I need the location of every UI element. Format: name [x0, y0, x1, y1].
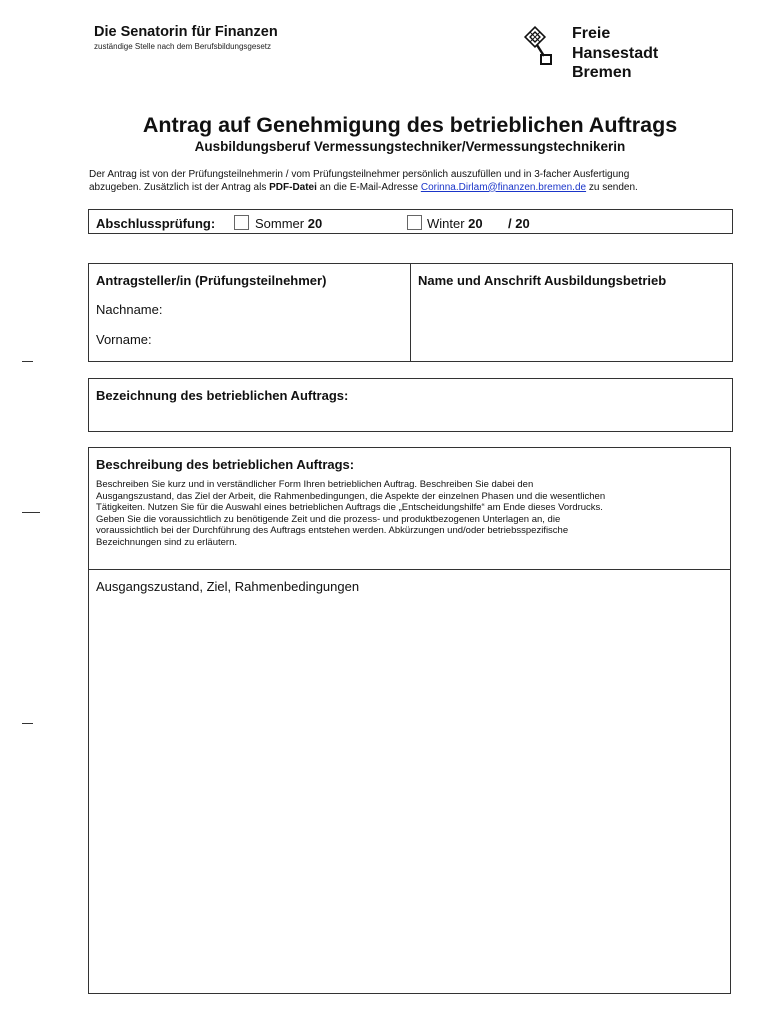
- company-heading: Name und Anschrift Ausbildungsbetrieb: [418, 273, 667, 288]
- summer-year: 20: [307, 216, 323, 231]
- initial-state-field-label: Ausgangszustand, Ziel, Rahmenbedingungen: [96, 579, 360, 594]
- pdf-file-label: PDF-Datei: [269, 181, 317, 193]
- help-line: Ausgangszustand, das Ziel der Arbeit, die Rahmenbedingungen, die Aspekte der einzelnen Phasen und die wesentlichen: [96, 490, 606, 502]
- instructions-line: [89, 182, 734, 195]
- assignment-name-section: [88, 378, 733, 432]
- winter-option: [427, 216, 483, 231]
- instructions-text: abzugeben. Zusätzlich ist der Antrag als: [89, 181, 270, 193]
- document-subtitle: Ausbildungsberuf Vermessungstechniker/Vermessungstechnikerin: [194, 139, 626, 154]
- exam-label: Abschlussprüfung:: [96, 216, 216, 231]
- help-line: voraussichtlich bei der Durchführung des Auftrags entstehen werden. Abkürzungen und/oder betriebsspezifische: [96, 525, 569, 536]
- winter-year-separator: / 20: [508, 216, 530, 231]
- bremen-key-icon: [518, 26, 554, 68]
- instructions-line: Der Antrag ist von der Prüfungsteilnehmerin / vom Prüfungsteilnehmer persönlich auszufüllen und in 3-facher Ausfertigung: [89, 169, 630, 180]
- winter-year: 20: [468, 216, 483, 231]
- logo-line: Bremen: [572, 64, 632, 81]
- section-divider: [89, 569, 730, 570]
- help-line: Geben Sie die voraussichtlich zu benötigende Zeit und die prozess- und produktbezogenen Unterlagen an, die: [96, 513, 561, 525]
- summer-option: [255, 216, 322, 231]
- winter-label: Winter: [427, 216, 469, 231]
- summer-label: Sommer: [255, 216, 308, 231]
- winter-checkbox[interactable]: [407, 215, 422, 230]
- document-title: Antrag auf Genehmigung des betrieblichen Auftrags: [142, 113, 678, 137]
- summer-checkbox[interactable]: [234, 215, 249, 230]
- email-link[interactable]: Corinna.Dirlam@finanzen.bremen.de: [420, 181, 587, 193]
- logo-text: [572, 24, 658, 83]
- assignment-description-help: [96, 479, 726, 548]
- firstname-label: Vorname:: [96, 332, 152, 347]
- logo-line: Hansestadt: [572, 44, 659, 62]
- assignment-description-heading: Beschreibung des betrieblichen Auftrags:: [96, 457, 355, 472]
- authority-subtitle: zuständige Stelle nach dem Berufsbildungsgesetz: [94, 42, 271, 51]
- help-line: Bezeichnungen sind zu erläutern.: [96, 536, 238, 548]
- punch-mark: [22, 512, 40, 513]
- lastname-label: Nachname:: [96, 302, 163, 317]
- authority-name: Die Senatorin für Finanzen: [94, 24, 278, 40]
- assignment-name-heading: Bezeichnung des betrieblichen Auftrags:: [96, 388, 349, 403]
- fold-mark: [22, 723, 33, 724]
- exam-period-row: [88, 209, 733, 234]
- instructions-text: an die E-Mail-Adresse: [316, 181, 421, 193]
- instructions-text: zu senden.: [586, 181, 638, 193]
- column-divider: [410, 264, 411, 361]
- instructions: [89, 169, 734, 194]
- fold-mark: [22, 361, 33, 362]
- help-line: Tätigkeiten. Nutzen Sie für die Auswahl eines betrieblichen Auftrags die „Entscheidungshilfe“ am Ende dieses Vordrucks.: [96, 502, 603, 513]
- applicant-heading: Antragsteller/in (Prüfungsteilnehmer): [96, 273, 327, 288]
- assignment-description-section: [88, 447, 731, 994]
- applicant-section: [88, 263, 733, 362]
- logo-line: Freie: [572, 25, 611, 42]
- help-line: Beschreiben Sie kurz und in verständlicher Form Ihren betrieblichen Auftrag. Beschreiben Sie dabei den: [96, 479, 534, 490]
